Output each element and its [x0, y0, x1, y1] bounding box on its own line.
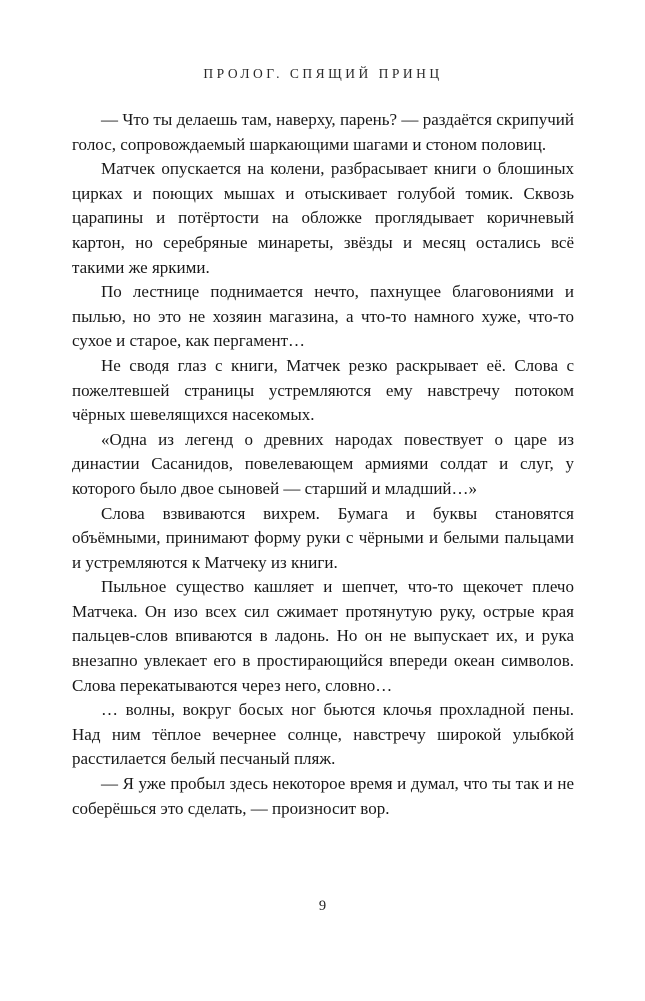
paragraph: Матчек опускается на колени, разбрасывает книги о блошиных цирках и поющих мышах и отыскивает голубой томик. Сквозь царапины и потёртости на обложке проглядывает коричневый картон, но серебряные минареты, звёзды и месяц остались всё такими же яркими. — [72, 159, 574, 277]
paragraph: — Я уже пробыл здесь некоторое время и думал, что ты так и не соберёшься это сделать, — произносит вор. — [72, 774, 574, 818]
running-head-title: ПРОЛОГ. СПЯЩИЙ ПРИНЦ — [203, 66, 443, 81]
body-text — [72, 108, 574, 821]
paragraph: … волны, вокруг босых ног бьются клочья прохладной пены. Над ним тёплое вечернее солнце, навстречу широкой улыбкой расстилается белый песчаный пляж. — [72, 700, 574, 769]
paragraph: Пыльное существо кашляет и шепчет, что-то щекочет плечо Матчека. Он изо всех сил сжимает протянутую руку, острые края пальцев-слов впиваются в ладонь. Но он не выпускает их, и рука внезапно увлекает его в простирающийся впереди океан символов. Слова перекатываются через него, словно… — [72, 577, 574, 695]
paragraph: По лестнице поднимается нечто, пахнущее благовониями и пылью, но это не хозяин магазина, а что-то намного хуже, что-то сухое и старое, как пергамент… — [72, 282, 574, 351]
paragraph: — Что ты делаешь там, наверху, парень? — раздаётся скрипучий голос, сопровождаемый шаркающими шагами и стоном половиц. — [72, 110, 574, 154]
paragraph: Не сводя глаз с книги, Матчек резко раскрывает её. Слова с пожелтевшей страницы устремляются ему навстречу потоком чёрных шевелящихся насекомых. — [72, 355, 574, 425]
page-number: 9 — [318, 898, 327, 914]
paragraph: «Одна из легенд о древних народах повествует о царе из династии Сасанидов, повелевающем армиями солдат и слуг, у которого было двое сыновей — старший и младший…» — [72, 429, 574, 498]
paragraph: Слова взвиваются вихрем. Бумага и буквы становятся объёмными, принимают форму руки с чёрными и белыми пальцами и устремляются к Матчеку из книги. — [72, 503, 574, 572]
